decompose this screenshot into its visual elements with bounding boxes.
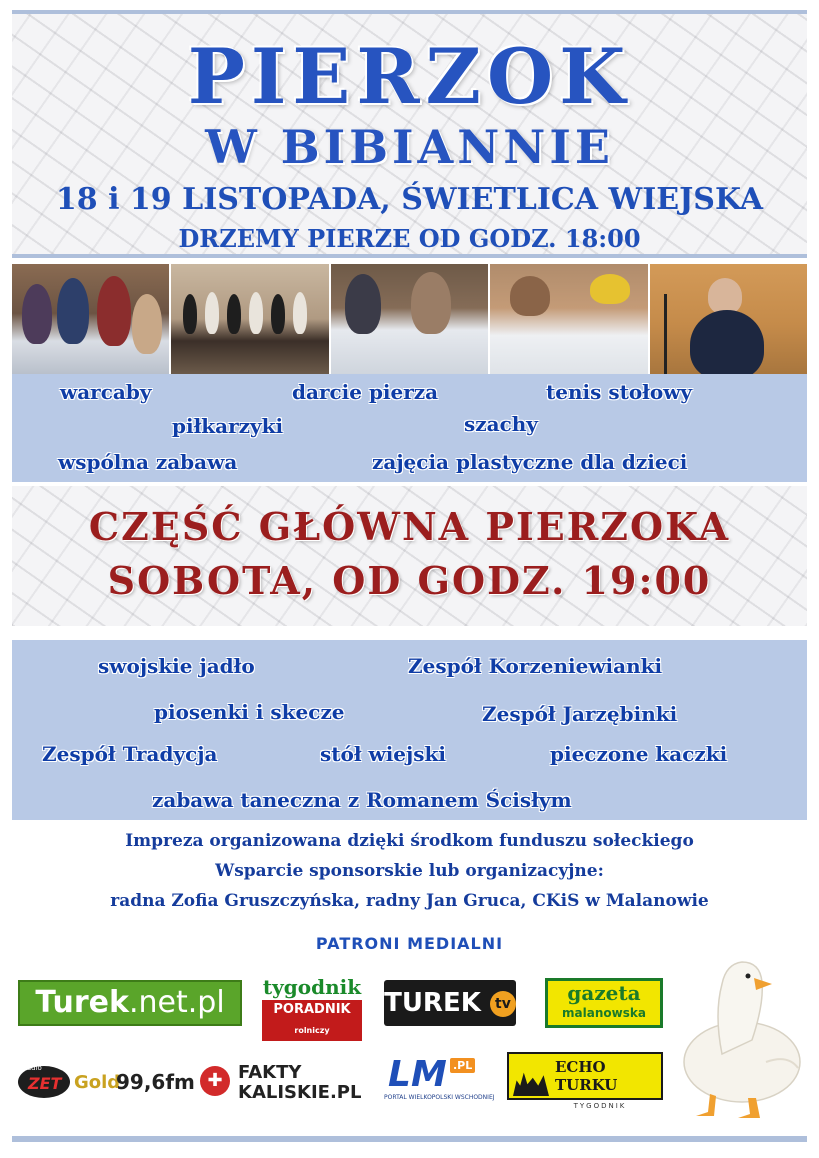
- lm-pl-logo: [384, 1056, 514, 1106]
- bottom-rule: [12, 1136, 807, 1142]
- program-item: pieczone kaczki: [550, 742, 728, 766]
- activity-item: szachy: [464, 412, 538, 436]
- gold-word: Gold: [74, 1072, 121, 1093]
- event-date-place: 18 i 19 LISTOPADA, ŚWIETLICA WIEJSKA: [55, 182, 764, 217]
- top-rule: [12, 10, 807, 14]
- photo-feathers-table: [331, 264, 488, 374]
- activity-item: tenis stołowy: [546, 380, 693, 404]
- radio-zet-gold-logo: [18, 1060, 195, 1104]
- funding-note: Impreza organizowana dzięki środkom funduszu sołeckiego: [125, 831, 694, 851]
- city-skyline-icon: [513, 1070, 549, 1096]
- main-event-time: SOBOTA, OD GODZ. 19:00: [107, 558, 712, 603]
- gazeta-malanowska-logo: [545, 978, 663, 1028]
- tygodnik-poradnik-logo: [262, 975, 362, 1035]
- organization-info: [0, 826, 819, 916]
- radio-frequency: 99,6fm: [116, 1070, 195, 1094]
- photo-speaker-microphone: [650, 264, 807, 374]
- rolniczy-word: rolniczy: [294, 1026, 330, 1035]
- malanowska-word: malanowska: [562, 1006, 646, 1020]
- turek-tv-logo: [384, 980, 516, 1026]
- tygodnik-word: tygodnik: [262, 975, 362, 999]
- header-banner: [12, 10, 807, 258]
- photo-strip: [12, 264, 807, 374]
- photo-feather-plucking-women: [12, 264, 169, 374]
- activity-item: zajęcia plastyczne dla dzieci: [372, 450, 688, 474]
- event-title: PIERZOK: [187, 32, 632, 121]
- header-bottom-rule: [12, 254, 807, 258]
- program-item: swojskie jadło: [98, 654, 255, 678]
- duck-icon: [670, 944, 810, 1124]
- program-item: zabawa taneczna z Romanem Ścisłym: [152, 788, 572, 812]
- event-schedule: DRZEMY PIERZE OD GODZ. 18:00: [178, 224, 641, 253]
- tv-badge-icon: tv: [490, 991, 516, 1017]
- sponsors-heading: Wsparcie sponsorskie lub organizacyjne:: [215, 861, 604, 881]
- program-item: piosenki i skecze: [154, 700, 345, 724]
- event-subtitle: W BIBIANNIE: [205, 120, 614, 174]
- program-item: stół wiejski: [320, 742, 446, 766]
- program-item: Zespół Jarzębinki: [482, 702, 678, 726]
- white-duck-illustration: [670, 944, 810, 1124]
- turek-net-logo-domain: .net.pl: [128, 985, 225, 1020]
- gazeta-word: gazeta: [567, 981, 641, 1005]
- kaliskie-word: KALISKIE.PL: [238, 1082, 362, 1103]
- fakty-kaliskie-logo: [200, 1058, 365, 1106]
- activity-item: warcaby: [60, 380, 152, 404]
- lm-brand: LM: [388, 1054, 447, 1095]
- program-panel: [12, 640, 807, 820]
- photo-hands-feathers: [490, 264, 647, 374]
- sponsors-list: radna Zofia Gruszczyńska, radny Jan Gruca, CKiS w Malanowie: [110, 891, 709, 911]
- echo-subtitle: TYGODNIK: [573, 1102, 627, 1110]
- media-patrons-heading: PATRONI MEDIALNI: [315, 934, 504, 953]
- photo-stage-performance: [171, 264, 328, 374]
- activity-item: darcie pierza: [292, 380, 439, 404]
- zet-brand: ZET: [28, 1074, 62, 1093]
- lm-pl-badge: .PL: [450, 1058, 475, 1073]
- echo-turku-logo: [507, 1052, 663, 1100]
- main-event-banner: [12, 486, 807, 626]
- turek-net-logo: [18, 980, 242, 1026]
- activity-item: piłkarzyki: [172, 414, 284, 438]
- fakty-word: FAKTY: [238, 1062, 302, 1083]
- turek-tv-text: TUREK: [384, 988, 481, 1018]
- activity-item: wspólna zabawa: [58, 450, 238, 474]
- activities-panel: [12, 374, 807, 482]
- main-event-title: CZĘŚĆ GŁÓWNA PIERZOKA: [88, 504, 731, 549]
- echo-title: ECHO TURKU: [555, 1058, 618, 1094]
- lm-portal-subtitle: PORTAL WIELKOPOLSKI WSCHODNIEJ: [384, 1094, 495, 1101]
- radio-small: radio: [24, 1064, 42, 1072]
- poradnik-word: PORADNIK: [273, 1002, 351, 1017]
- program-item: Zespół Tradycja: [42, 742, 218, 766]
- fakty-emblem-icon: ✚: [200, 1066, 230, 1096]
- turek-net-logo-main: Turek: [35, 985, 129, 1020]
- program-item: Zespół Korzeniewianki: [408, 654, 663, 678]
